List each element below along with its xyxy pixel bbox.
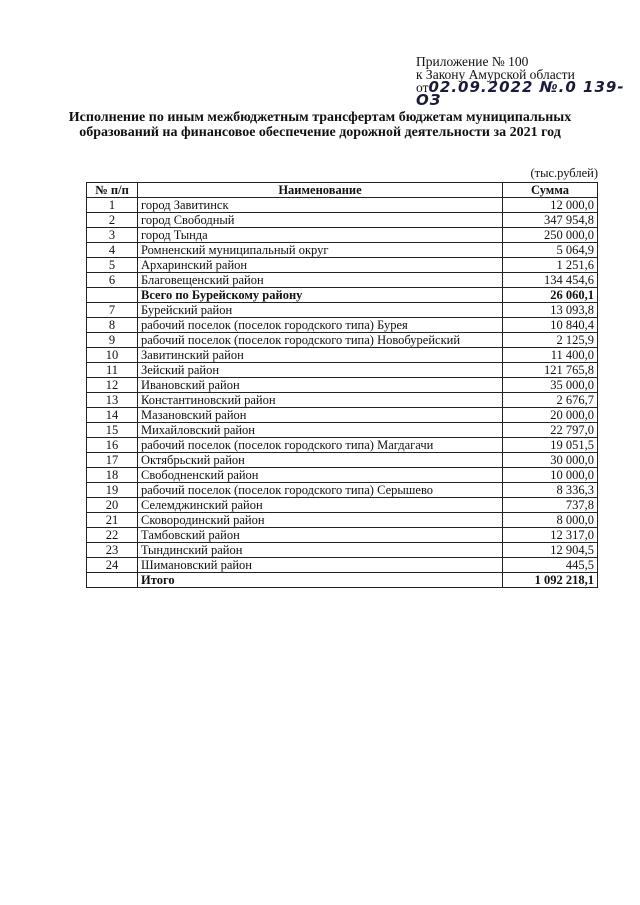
row-sum: 30 000,0 xyxy=(503,453,598,468)
row-sum: 11 400,0 xyxy=(503,348,598,363)
row-number: 2 xyxy=(87,213,138,228)
row-sum: 2 676,7 xyxy=(503,393,598,408)
handwritten-date: 02.09.2022 №.0 139-ОЗ xyxy=(416,78,625,109)
row-number: 13 xyxy=(87,393,138,408)
row-sum: 35 000,0 xyxy=(503,378,598,393)
table-row xyxy=(87,288,598,303)
row-number: 24 xyxy=(87,558,138,573)
table-row xyxy=(87,498,598,513)
table-row xyxy=(87,528,598,543)
row-name: город Тында xyxy=(138,228,503,243)
row-number: 14 xyxy=(87,408,138,423)
transfers-table xyxy=(86,182,598,588)
row-number: 9 xyxy=(87,333,138,348)
row-number: 20 xyxy=(87,498,138,513)
table-row xyxy=(87,198,598,213)
row-name: город Завитинск xyxy=(138,198,503,213)
row-number xyxy=(87,573,138,588)
row-name: Октябрьский район xyxy=(138,453,503,468)
table-body xyxy=(87,198,598,588)
table-row xyxy=(87,363,598,378)
table-row xyxy=(87,333,598,348)
column-header-number: № п/п xyxy=(87,183,138,198)
row-name: Итого xyxy=(138,573,503,588)
row-name: Ромненский муниципальный округ xyxy=(138,243,503,258)
table-row xyxy=(87,273,598,288)
row-number: 17 xyxy=(87,453,138,468)
row-number: 21 xyxy=(87,513,138,528)
table-row xyxy=(87,423,598,438)
row-sum: 10 000,0 xyxy=(503,468,598,483)
row-sum: 26 060,1 xyxy=(503,288,598,303)
row-number: 16 xyxy=(87,438,138,453)
document-title: Исполнение по иным межбюджетным трансфертам бюджетам муниципальных образований на финансовое обеспечение дорожной деятельности за 2021 год xyxy=(68,110,572,140)
row-sum: 20 000,0 xyxy=(503,408,598,423)
row-name: Тындинский район xyxy=(138,543,503,558)
row-number: 6 xyxy=(87,273,138,288)
table-row xyxy=(87,558,598,573)
row-sum: 12 000,0 xyxy=(503,198,598,213)
row-number: 4 xyxy=(87,243,138,258)
table-row xyxy=(87,228,598,243)
table-row xyxy=(87,393,598,408)
row-number: 1 xyxy=(87,198,138,213)
column-header-name: Наименование xyxy=(138,183,503,198)
row-name: Всего по Бурейскому району xyxy=(138,288,503,303)
law-date-line xyxy=(416,78,640,109)
row-name: Михайловский район xyxy=(138,423,503,438)
row-name: Архаринский район xyxy=(138,258,503,273)
row-number: 19 xyxy=(87,483,138,498)
row-name: Благовещенский район xyxy=(138,273,503,288)
table-header-row xyxy=(87,183,598,198)
row-name: Шимановский район xyxy=(138,558,503,573)
row-sum: 134 454,6 xyxy=(503,273,598,288)
table-row xyxy=(87,483,598,498)
units-label: (тыс.рублей) xyxy=(530,166,598,180)
row-sum: 8 336,3 xyxy=(503,483,598,498)
row-name: город Свободный xyxy=(138,213,503,228)
table-row xyxy=(87,258,598,273)
row-number: 12 xyxy=(87,378,138,393)
table-row xyxy=(87,318,598,333)
row-sum: 1 092 218,1 xyxy=(503,573,598,588)
row-sum: 445,5 xyxy=(503,558,598,573)
row-name: рабочий поселок (поселок городского типа) Магдагачи xyxy=(138,438,503,453)
row-sum: 2 125,9 xyxy=(503,333,598,348)
row-sum: 8 000,0 xyxy=(503,513,598,528)
row-name: рабочий поселок (поселок городского типа) Серышево xyxy=(138,483,503,498)
row-name: рабочий поселок (поселок городского типа) Бурея xyxy=(138,318,503,333)
row-number xyxy=(87,288,138,303)
row-number: 5 xyxy=(87,258,138,273)
appendix-number: Приложение № 100 xyxy=(416,54,529,69)
row-name: Константиновский район xyxy=(138,393,503,408)
column-header-sum: Сумма xyxy=(503,183,598,198)
row-sum: 13 093,8 xyxy=(503,303,598,318)
row-name: рабочий поселок (поселок городского типа) Новобурейский xyxy=(138,333,503,348)
table-row xyxy=(87,573,598,588)
table-row xyxy=(87,453,598,468)
table-row xyxy=(87,213,598,228)
table-row xyxy=(87,438,598,453)
row-sum: 12 904,5 xyxy=(503,543,598,558)
table-row xyxy=(87,348,598,363)
row-number: 18 xyxy=(87,468,138,483)
table-row xyxy=(87,303,598,318)
row-number: 22 xyxy=(87,528,138,543)
row-number: 10 xyxy=(87,348,138,363)
row-number: 3 xyxy=(87,228,138,243)
table-row xyxy=(87,468,598,483)
row-sum: 22 797,0 xyxy=(503,423,598,438)
row-number: 23 xyxy=(87,543,138,558)
row-sum: 347 954,8 xyxy=(503,213,598,228)
row-sum: 5 064,9 xyxy=(503,243,598,258)
table-row xyxy=(87,243,598,258)
row-sum: 250 000,0 xyxy=(503,228,598,243)
row-sum: 10 840,4 xyxy=(503,318,598,333)
table-row xyxy=(87,408,598,423)
date-prefix: от xyxy=(416,80,429,95)
table-row xyxy=(87,543,598,558)
row-sum: 1 251,6 xyxy=(503,258,598,273)
law-reference: к Закону Амурской области xyxy=(416,67,575,82)
row-name: Ивановский район xyxy=(138,378,503,393)
row-sum: 737,8 xyxy=(503,498,598,513)
row-name: Мазановский район xyxy=(138,408,503,423)
row-number: 15 xyxy=(87,423,138,438)
row-number: 8 xyxy=(87,318,138,333)
row-name: Бурейский район xyxy=(138,303,503,318)
row-sum: 19 051,5 xyxy=(503,438,598,453)
row-name: Тамбовский район xyxy=(138,528,503,543)
row-name: Сковородинский район xyxy=(138,513,503,528)
table-row xyxy=(87,513,598,528)
row-sum: 121 765,8 xyxy=(503,363,598,378)
row-name: Завитинский район xyxy=(138,348,503,363)
table-row xyxy=(87,378,598,393)
row-number: 7 xyxy=(87,303,138,318)
row-number: 11 xyxy=(87,363,138,378)
row-sum: 12 317,0 xyxy=(503,528,598,543)
row-name: Свободненский район xyxy=(138,468,503,483)
row-name: Селемджинский район xyxy=(138,498,503,513)
appendix-header xyxy=(416,55,640,107)
row-name: Зейский район xyxy=(138,363,503,378)
